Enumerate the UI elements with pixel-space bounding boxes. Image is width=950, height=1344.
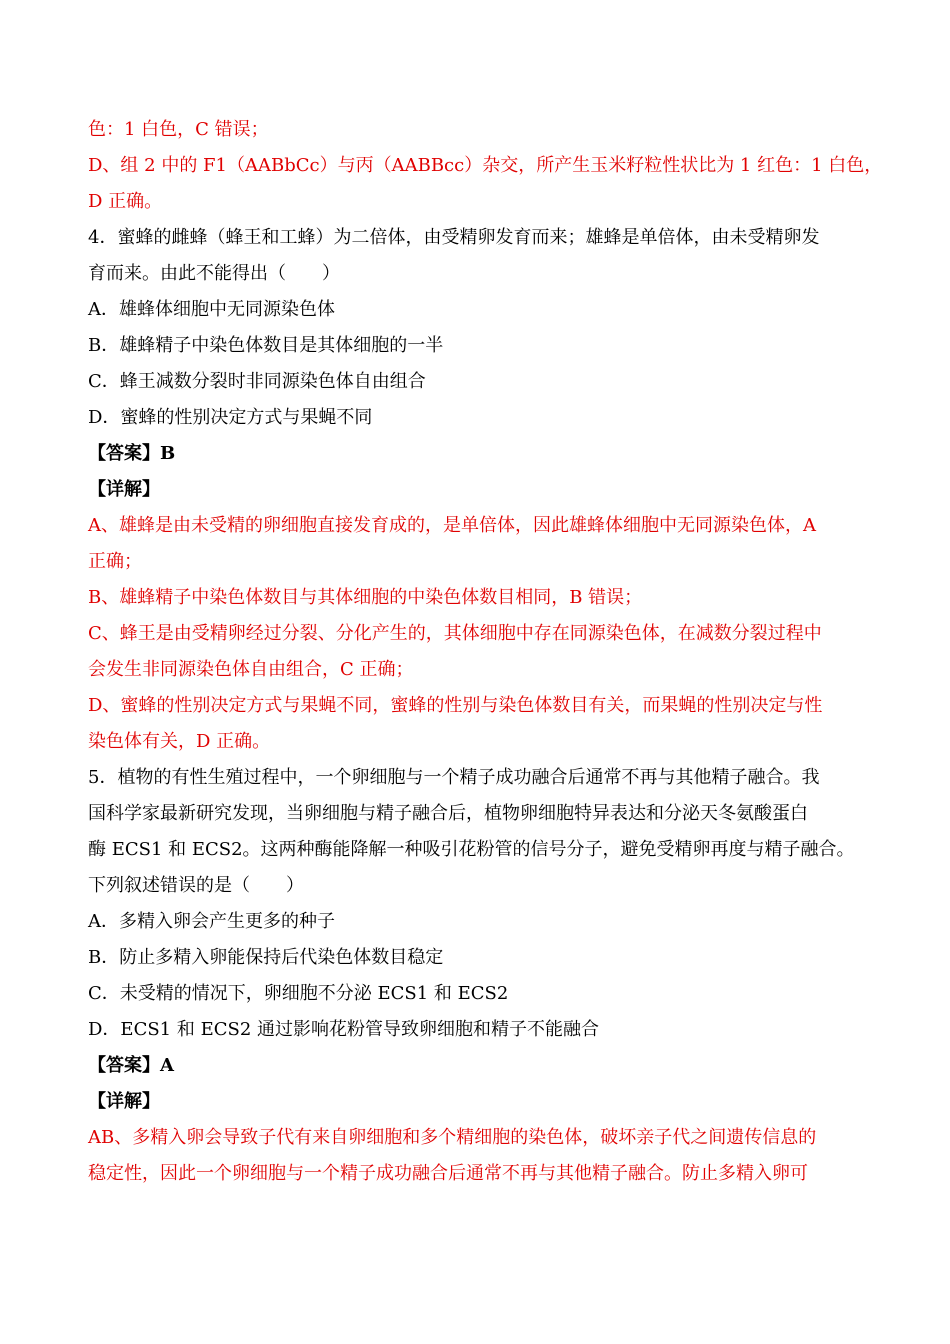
q4-option-b: B．雄蜂精子中染色体数目是其体细胞的一半 bbox=[88, 335, 444, 356]
q4-explanation-line: 会发生非同源染色体自由组合，C 正确； bbox=[88, 659, 414, 680]
q4-explanation-line: C、蜂王是由受精卵经过分裂、分化产生的，其体细胞中存在同源染色体，在减数分裂过程中 bbox=[88, 623, 822, 644]
q4-answer: 【答案】B bbox=[88, 443, 176, 464]
q4-option-d: D．蜜蜂的性别决定方式与果蝇不同 bbox=[88, 407, 373, 428]
q4-stem-line2: 育而来。由此不能得出（ ） bbox=[88, 263, 340, 284]
prev-explanation-d-line1: D、组 2 中的 F1（AABbCc）与丙（AABBcc）杂交，所产生玉米籽粒性状比为 1 红色：1 白色， bbox=[88, 155, 883, 176]
q5-option-c: C．未受精的情况下，卵细胞不分泌 ECS1 和 ECS2 bbox=[88, 983, 509, 1004]
q5-option-b: B．防止多精入卵能保持后代染色体数目稳定 bbox=[88, 947, 444, 968]
q4-explanation-line: 正确； bbox=[88, 551, 142, 572]
q5-explain-label: 【详解】 bbox=[88, 1091, 160, 1112]
q5-option-a: A．多精入卵会产生更多的种子 bbox=[88, 911, 335, 932]
q4-explain-label: 【详解】 bbox=[88, 479, 160, 500]
q4-explanation-line: 染色体有关，D 正确。 bbox=[88, 731, 271, 752]
q4-stem-line1: 4．蜜蜂的雌蜂（蜂王和工蜂）为二倍体，由受精卵发育而来；雄蜂是单倍体，由未受精卵发 bbox=[88, 227, 820, 248]
q4-option-c: C．蜂王减数分裂时非同源染色体自由组合 bbox=[88, 371, 426, 392]
q5-answer: 【答案】A bbox=[88, 1055, 174, 1076]
q5-stem-line: 国科学家最新研究发现，当卵细胞与精子融合后，植物卵细胞特异表达和分泌天冬氨酸蛋白 bbox=[88, 803, 808, 824]
q4-option-a: A．雄蜂体细胞中无同源染色体 bbox=[88, 299, 335, 320]
q5-explanation-line: AB、多精入卵会导致子代有来自卵细胞和多个精细胞的染色体，破坏亲子代之间遗传信息的 bbox=[88, 1127, 817, 1148]
document-page bbox=[88, 112, 883, 1192]
q5-stem-line: 5．植物的有性生殖过程中，一个卵细胞与一个精子成功融合后通常不再与其他精子融合。我 bbox=[88, 767, 820, 788]
q4-explanation-line: D、蜜蜂的性别决定方式与果蝇不同，蜜蜂的性别与染色体数目有关，而果蝇的性别决定与性 bbox=[88, 695, 823, 716]
q5-stem-line: 酶 ECS1 和 ECS2。这两种酶能降解一种吸引花粉管的信号分子，避免受精卵再度与精子融合。 bbox=[88, 839, 855, 860]
q5-explanation-line: 稳定性，因此一个卵细胞与一个精子成功融合后通常不再与其他精子融合。防止多精入卵可 bbox=[88, 1163, 808, 1184]
q4-explanation-line: B、雄蜂精子中染色体数目与其体细胞的中染色体数目相同，B 错误； bbox=[88, 587, 643, 608]
q5-stem-line: 下列叙述错误的是（ ） bbox=[88, 875, 304, 896]
q4-explanation-line: A、雄蜂是由未受精的卵细胞直接发育成的，是单倍体，因此雄蜂体细胞中无同源染色体，A bbox=[88, 515, 816, 536]
prev-explanation-c-tail: 色：1 白色，C 错误； bbox=[88, 119, 269, 140]
prev-explanation-d-line2: D 正确。 bbox=[88, 191, 163, 212]
q5-option-d: D．ECS1 和 ECS2 通过影响花粉管导致卵细胞和精子不能融合 bbox=[88, 1019, 599, 1040]
